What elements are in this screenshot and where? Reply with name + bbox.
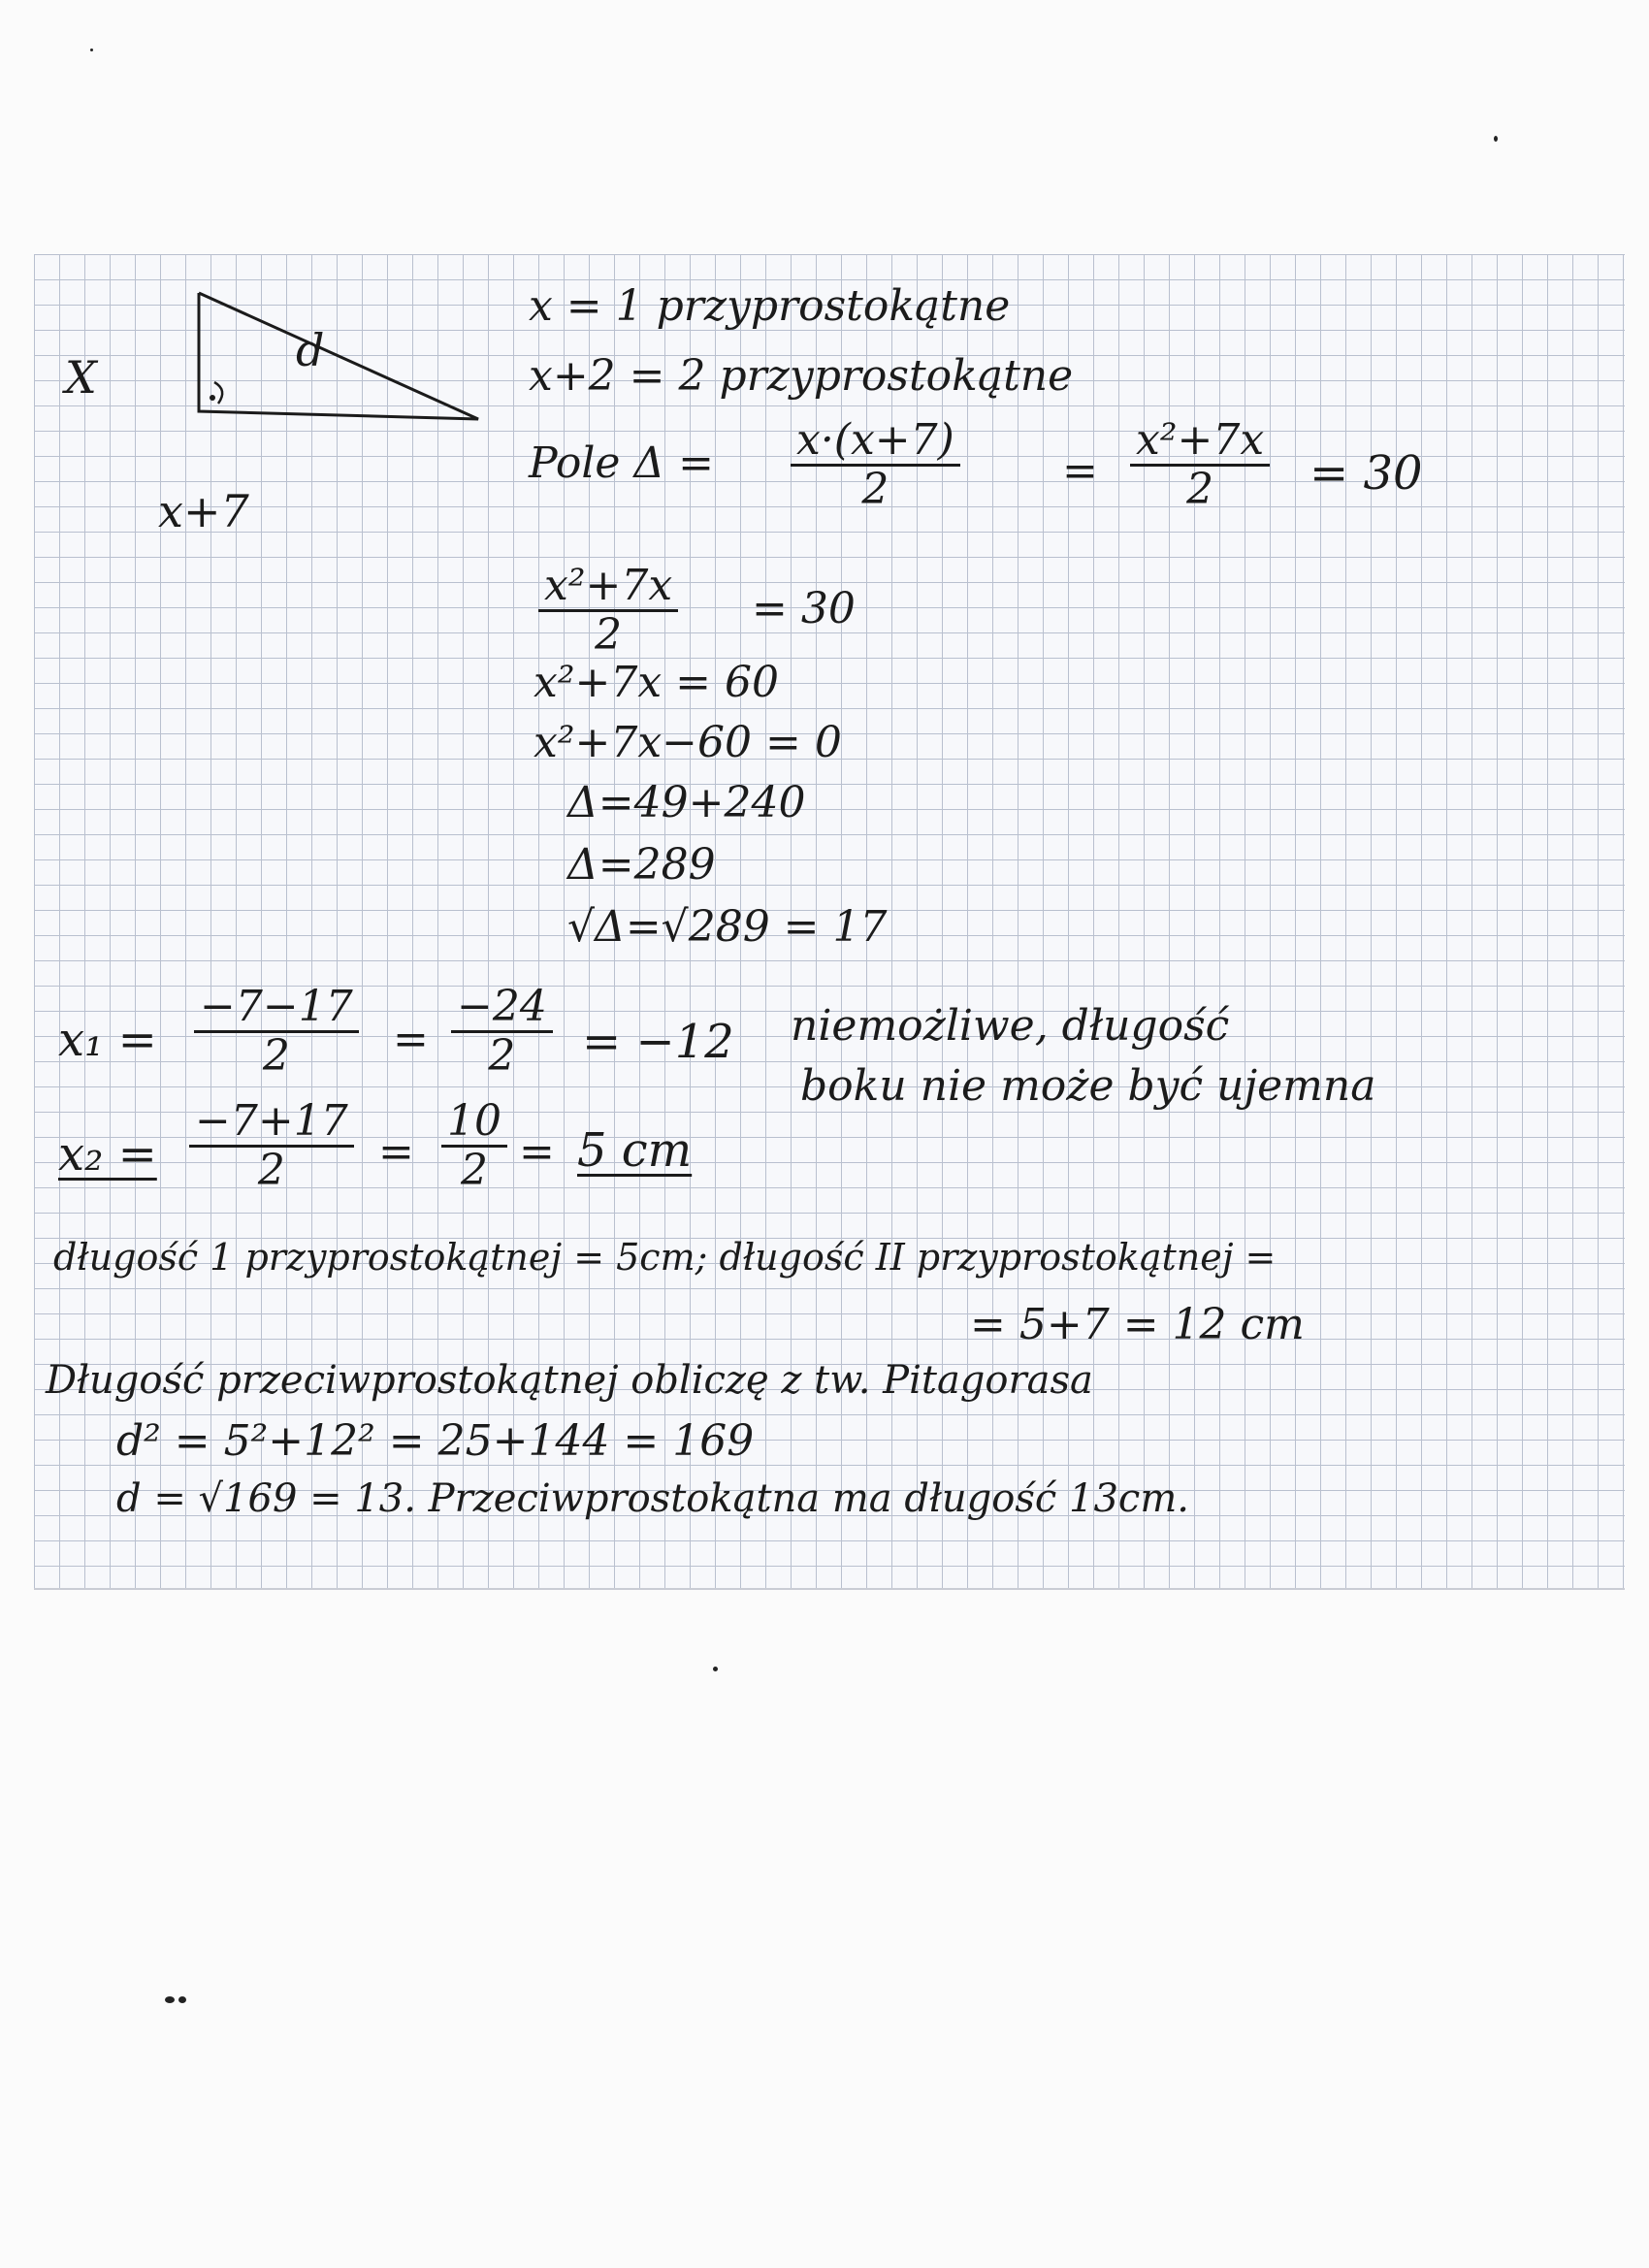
step-6-sqrt-delta: √Δ=√289 = 17 — [567, 902, 888, 952]
triangle-side-x-label: X — [65, 351, 97, 404]
step-1-rhs: = 30 — [752, 584, 856, 633]
x1-note-line-1: niemożliwe, długość — [791, 1001, 1230, 1051]
scan-speck — [713, 1667, 718, 1671]
x1-fraction-2-numerator: −24 — [451, 984, 553, 1033]
grid-paper-sheet — [34, 254, 1625, 1590]
x1-fraction-2 — [451, 984, 553, 1081]
x2-equals: = — [378, 1127, 414, 1177]
x1-fraction-1-denominator: 2 — [262, 1031, 290, 1082]
x1-label: x₁ = — [58, 1013, 157, 1067]
area-fraction-1 — [791, 417, 960, 514]
conclusion-line-2: = 5+7 = 12 cm — [970, 1300, 1305, 1349]
scan-speck — [90, 49, 93, 51]
x2-fraction-2-denominator: 2 — [461, 1146, 488, 1196]
x2-fraction-2 — [441, 1098, 507, 1195]
x2-fraction-1-numerator: −7+17 — [189, 1098, 354, 1148]
scan-speck — [1494, 136, 1498, 142]
x1-note-line-2: boku nie może być ujemna — [800, 1061, 1376, 1111]
x2-fraction-2-numerator: 10 — [441, 1098, 507, 1148]
triangle-hypotenuse-label: d — [296, 324, 325, 376]
scan-speck — [165, 1996, 175, 2003]
conclusion-line-5: d = √169 = 13. Przeciwprostokątna ma długość 13cm. — [116, 1476, 1189, 1521]
conclusion-line-3: Długość przeciwprostokątnej obliczę z tw. Pitagorasa — [46, 1358, 1093, 1403]
area-fraction-1-denominator: 2 — [861, 465, 889, 515]
area-equals: = — [1062, 446, 1098, 496]
step-2: x²+7x = 60 — [534, 658, 779, 707]
conclusion-line-1: długość 1 przyprostokątnej = 5cm; długość II przyprostokątnej = — [53, 1236, 1277, 1279]
x1-equals: = — [393, 1015, 429, 1064]
scan-speck — [178, 1996, 186, 2003]
x2-equals-2: = — [519, 1127, 555, 1177]
step-1-numerator: x²+7x — [538, 563, 678, 612]
x2-fraction-1 — [189, 1098, 354, 1195]
step-4-delta: Δ=49+240 — [567, 778, 806, 827]
conclusion-line-4: d² = 5²+12² = 25+144 = 169 — [116, 1416, 755, 1466]
area-fraction-1-numerator: x·(x+7) — [791, 417, 960, 467]
area-prefix: Pole Δ = — [529, 438, 715, 488]
area-fraction-2 — [1130, 417, 1270, 514]
x1-fraction-2-denominator: 2 — [488, 1031, 516, 1082]
step-5-delta-value: Δ=289 — [567, 840, 716, 890]
step-3: x²+7x−60 = 0 — [534, 718, 842, 767]
x2-result: 5 cm — [577, 1123, 693, 1178]
step-1-denominator: 2 — [595, 610, 623, 661]
step-1-fraction — [538, 563, 678, 660]
legs-line-1: x = 1 przyprostokątne — [529, 281, 1011, 331]
x2-label: x₂ = — [58, 1127, 157, 1182]
x1-result: = −12 — [582, 1015, 734, 1069]
x1-fraction-1 — [194, 984, 359, 1081]
x1-fraction-1-numerator: −7−17 — [194, 984, 359, 1033]
area-fraction-2-denominator: 2 — [1186, 465, 1214, 515]
area-result: = 30 — [1310, 446, 1423, 501]
triangle-bottom-label: x+7 — [158, 485, 249, 537]
legs-line-2: x+2 = 2 przyprostokątne — [529, 351, 1074, 401]
x2-fraction-1-denominator: 2 — [257, 1146, 285, 1196]
area-fraction-2-numerator: x²+7x — [1130, 417, 1270, 467]
